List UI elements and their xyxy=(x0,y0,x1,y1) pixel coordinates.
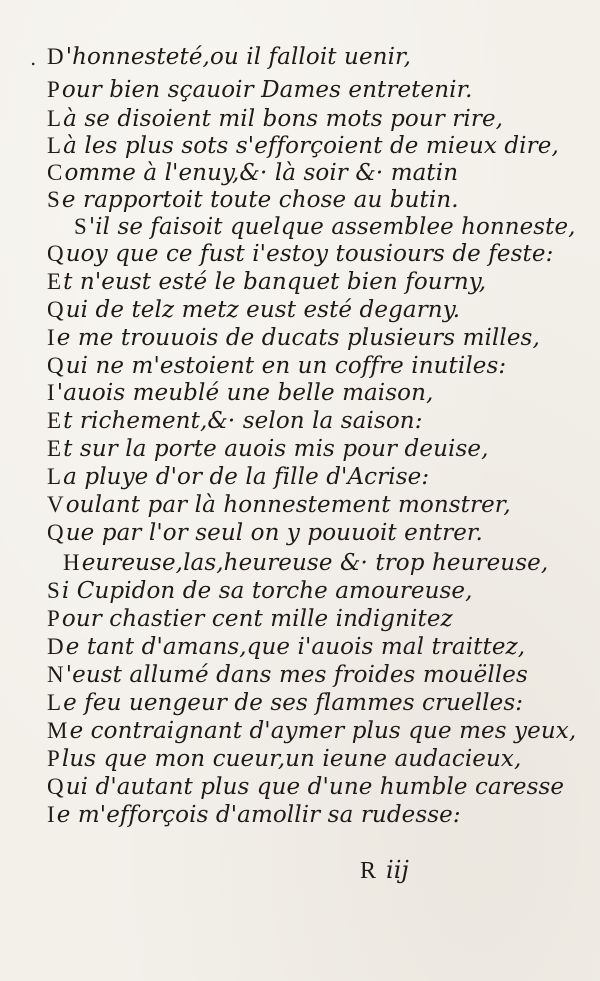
line-text: e m'efforçois d'amollir sa rudesse: xyxy=(56,802,461,828)
line-initial: Q xyxy=(47,520,64,545)
verse-line xyxy=(47,437,488,461)
line-initial: I xyxy=(47,380,55,405)
line-text: 'il se faisoit quelque assemblee honneste, xyxy=(88,214,576,240)
line-text: e rapportoit toute chose au butin. xyxy=(61,187,459,213)
line-text: eureuse,las,heureuse &· trop heureuse, xyxy=(81,550,549,576)
line-text: our chastier cent mille indignitez xyxy=(61,606,453,632)
signature-letter: R xyxy=(360,858,377,884)
line-text: oulant par là honnestement monstrer, xyxy=(65,492,511,518)
line-text: ui d'autant plus que d'une humble caresse xyxy=(65,774,565,800)
line-text: t richement,&· selon la saison: xyxy=(63,408,423,434)
verse-line xyxy=(47,270,486,294)
line-text: uoy que ce fust i'estoy tousiours de feste: xyxy=(65,241,554,267)
verse-line xyxy=(47,803,461,827)
verse-line xyxy=(47,298,460,322)
line-text: e contraignant d'aymer plus que mes yeux, xyxy=(69,718,577,744)
line-initial: L xyxy=(47,106,62,131)
line-text: 'eust allumé dans mes froides mouëlles xyxy=(65,662,528,688)
line-initial: P xyxy=(47,606,60,631)
line-initial: E xyxy=(47,269,62,294)
line-initial: S xyxy=(47,578,60,603)
verse-line xyxy=(47,242,553,266)
verse-line xyxy=(47,381,433,405)
verse-line xyxy=(47,409,423,433)
verse-line xyxy=(47,354,506,378)
line-text: omme à l'enuy,&· là soir &· matin xyxy=(64,160,459,186)
line-text: e me trouuois de ducats plusieurs milles, xyxy=(56,325,540,351)
verse-line xyxy=(47,326,540,350)
line-initial: C xyxy=(47,160,63,185)
line-initial: L xyxy=(47,690,62,715)
line-text: ui ne m'estoient en un coffre inutiles: xyxy=(65,353,507,379)
line-initial: I xyxy=(47,325,55,350)
verse-line xyxy=(47,747,521,771)
line-initial: P xyxy=(47,746,60,771)
line-initial: P xyxy=(47,77,60,102)
verse-line xyxy=(63,551,548,575)
verse-line xyxy=(47,607,453,631)
verse-line xyxy=(47,635,525,659)
verse-line xyxy=(47,579,473,603)
verse-line xyxy=(47,161,458,185)
signature-mark xyxy=(360,856,409,885)
verse-line xyxy=(47,78,473,102)
line-text: 'auois meublé une belle maison, xyxy=(56,380,434,406)
line-initial: Q xyxy=(47,241,64,266)
line-text: ue par l'or seul on y pouuoit entrer. xyxy=(65,520,483,546)
verse-line xyxy=(47,134,559,158)
line-initial: L xyxy=(47,133,62,158)
line-text: 'honnesteté,ou il falloit uenir, xyxy=(65,44,412,70)
line-text: t sur la porte auois mis pour deuise, xyxy=(63,436,489,462)
verse-line xyxy=(47,107,503,131)
line-initial: I xyxy=(47,802,55,827)
line-initial: N xyxy=(47,662,64,687)
verse-line xyxy=(47,719,576,743)
verse-line xyxy=(47,691,523,715)
verse-line xyxy=(47,521,483,545)
line-initial: S xyxy=(74,214,87,239)
line-initial: Q xyxy=(47,774,64,799)
verse-line xyxy=(47,45,411,69)
line-text: ui de telz metz eust esté degarny. xyxy=(65,297,461,323)
verse-line xyxy=(47,775,564,799)
line-text: our bien sçauoir Dames entretenir. xyxy=(61,77,473,103)
margin-mark: . xyxy=(30,46,37,70)
line-text: e tant d'amans,que i'auois mal traittez, xyxy=(65,634,526,660)
line-initial: L xyxy=(47,464,62,489)
verse-line xyxy=(74,215,575,239)
line-text: lus que mon cueur,un ieune audacieux, xyxy=(61,746,522,772)
line-initial: V xyxy=(47,492,64,517)
verse-line xyxy=(47,663,528,687)
verse-line xyxy=(47,493,511,517)
line-initial: Q xyxy=(47,353,64,378)
line-text: a pluye d'or de la fille d'Acrise: xyxy=(63,464,430,490)
line-initial: E xyxy=(47,408,62,433)
line-text: à les plus sots s'efforçoient de mieux dire, xyxy=(63,133,559,159)
line-text: i Cupidon de sa torche amoureuse, xyxy=(61,578,473,604)
line-initial: D xyxy=(47,634,64,659)
signature-number: iij xyxy=(386,856,409,884)
line-initial: D xyxy=(47,44,64,69)
line-initial: M xyxy=(47,718,68,743)
verse-line xyxy=(47,188,459,212)
line-text: t n'eust esté le banquet bien fourny, xyxy=(63,269,487,295)
line-initial: H xyxy=(63,550,80,575)
verse-line xyxy=(47,465,429,489)
line-initial: E xyxy=(47,436,62,461)
line-text: e feu uengeur de ses flammes cruelles: xyxy=(63,690,524,716)
line-initial: Q xyxy=(47,297,64,322)
line-initial: S xyxy=(47,187,60,212)
line-text: à se disoient mil bons mots pour rire, xyxy=(63,106,504,132)
